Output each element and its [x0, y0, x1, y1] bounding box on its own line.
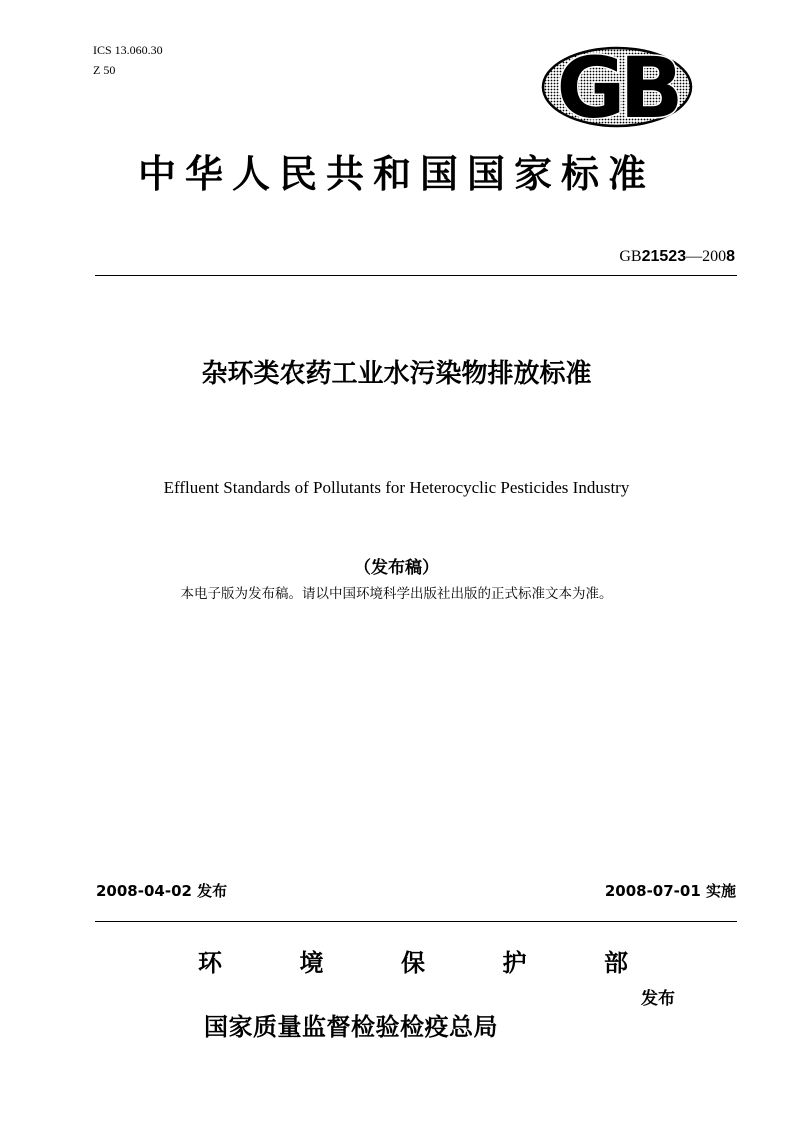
- edition-notice: 本电子版为发布稿。请以中国环境科学出版社出版的正式标准文本为准。: [180, 586, 613, 602]
- standard-dash: —: [686, 248, 703, 265]
- bottom-divider: [95, 921, 737, 922]
- issuer-ministry-char: 境: [299, 949, 324, 977]
- issuer-ministry-char: 部: [604, 949, 628, 977]
- issuer-aqsiq: 国家质量监督检验检疫总局: [204, 1013, 498, 1041]
- ics-code: ICS 13.060.30: [93, 43, 163, 57]
- gb-logo: [541, 46, 693, 128]
- issuer-ministry-char: 环: [198, 949, 222, 977]
- issue-date: 2008-04-02 发布: [96, 882, 228, 900]
- standard-code: 21523: [641, 248, 687, 265]
- top-divider: [95, 275, 737, 276]
- issuer-ministry: [198, 946, 628, 980]
- issuer-ministry-char: 护: [502, 949, 527, 977]
- gb-logo-text: GB: [556, 46, 678, 128]
- national-standard-heading: 中华人民共和国国家标准: [137, 152, 655, 196]
- draft-label: （发布稿）: [354, 558, 439, 578]
- standard-year: 200: [702, 248, 727, 265]
- document-title-en: Effluent Standards of Pollutants for Heterocyclic Pesticides Industry: [163, 478, 630, 497]
- standard-number: [619, 247, 735, 267]
- document-title-cn: 杂环类农药工业水污染物排放标准: [201, 359, 592, 389]
- issued-by-label: 发布: [641, 989, 675, 1009]
- implementation-date: 2008-07-01 实施: [604, 882, 736, 900]
- classification-code: Z 50: [93, 63, 116, 77]
- standard-year-last-digit: 8: [726, 248, 735, 265]
- standard-prefix: GB: [619, 248, 642, 265]
- issuer-ministry-char: 保: [401, 949, 425, 977]
- classification-codes: [93, 40, 163, 80]
